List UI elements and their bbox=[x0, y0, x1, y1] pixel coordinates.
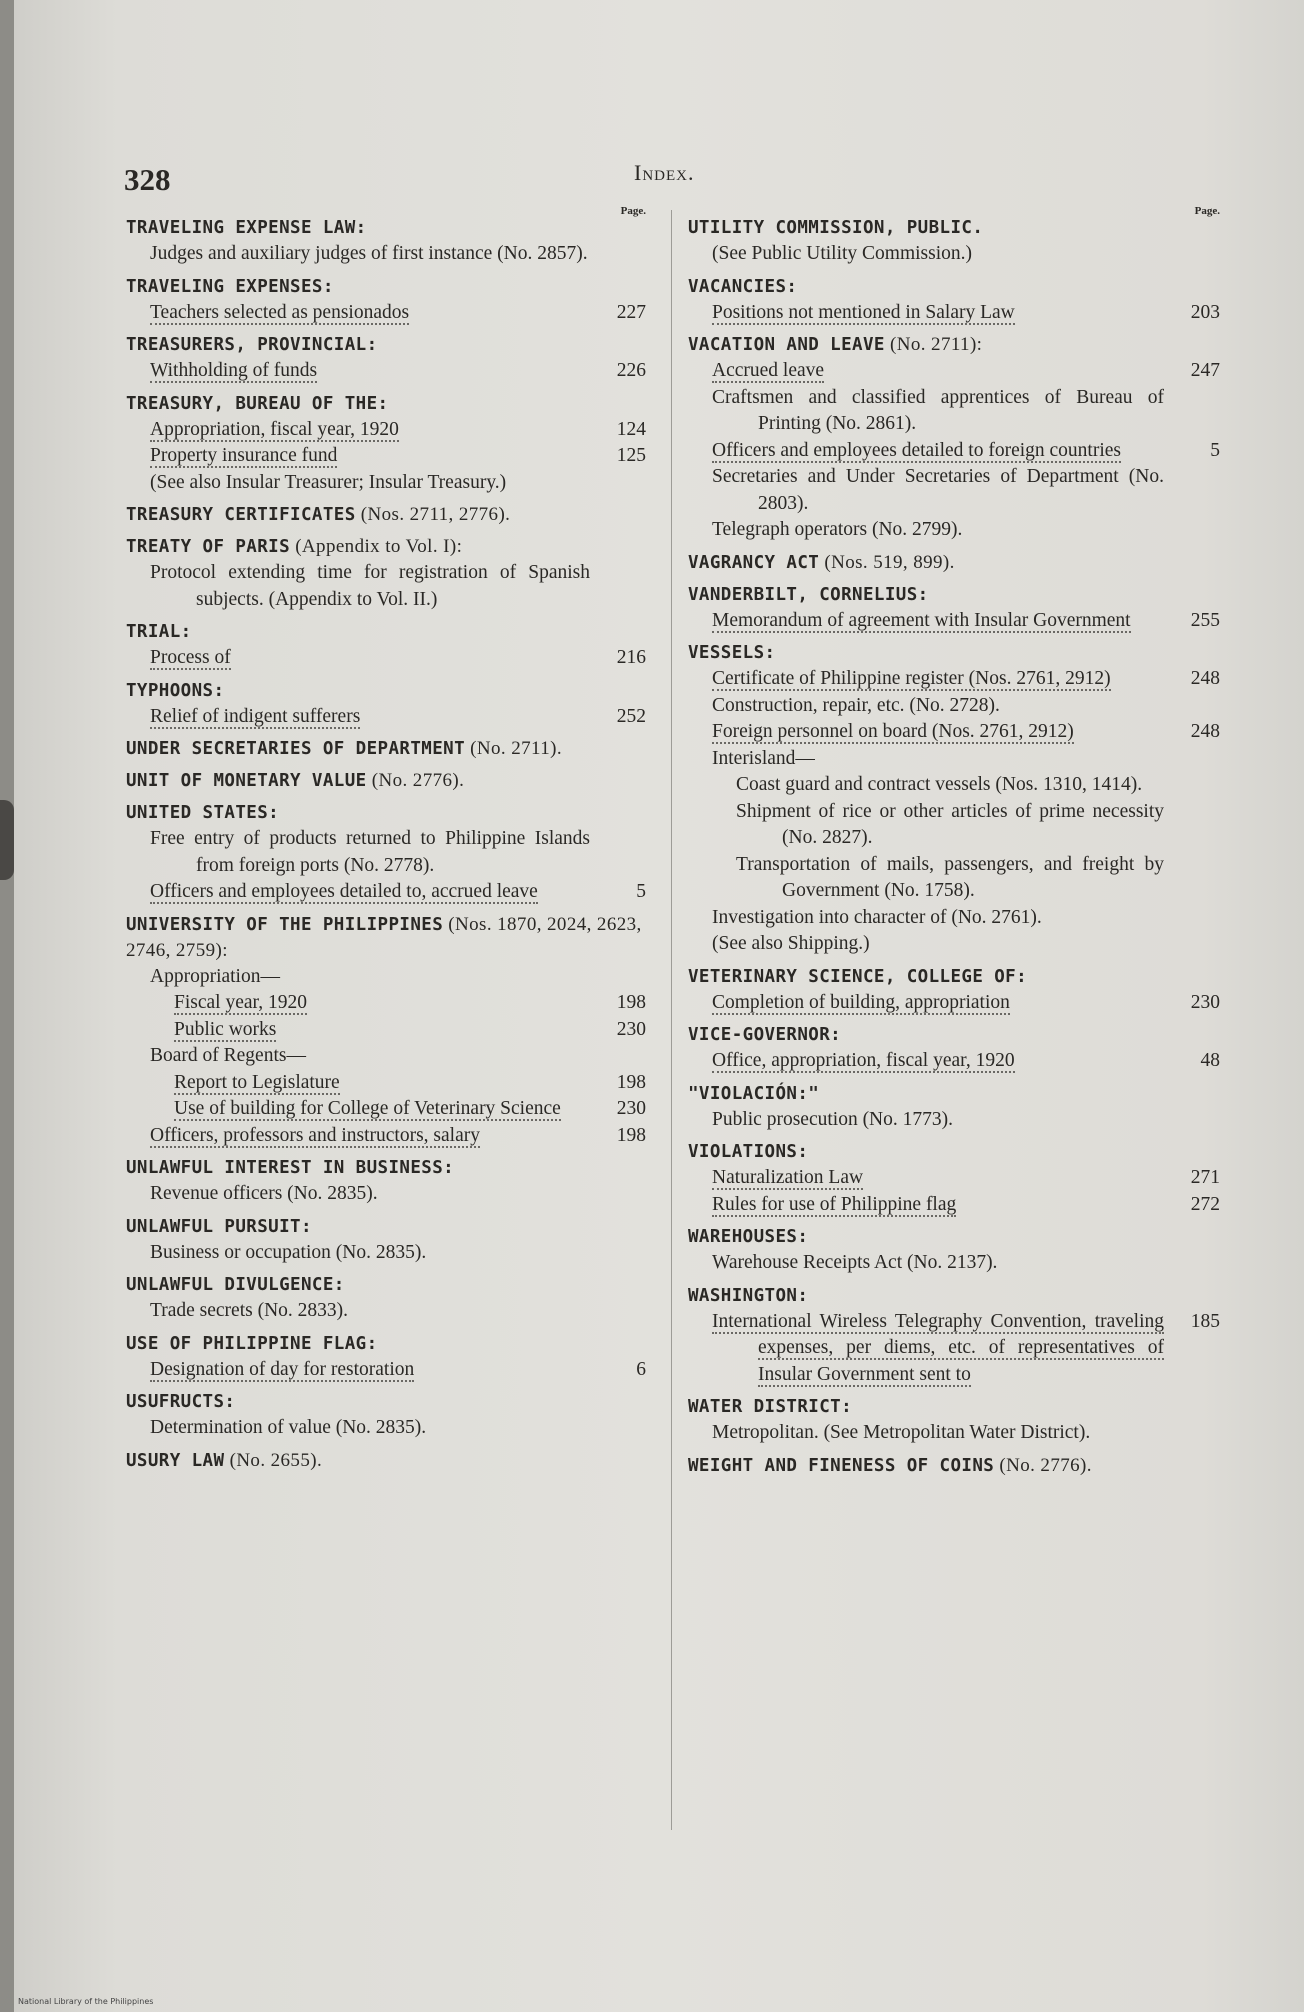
page-reference: 248 bbox=[1190, 668, 1220, 689]
page-column-label: Page. bbox=[620, 205, 646, 217]
subitem-text: Fiscal year, 1920 bbox=[174, 992, 307, 1013]
page-reference: 230 bbox=[616, 1018, 646, 1040]
entry-subitem bbox=[126, 964, 646, 991]
entry-subitem bbox=[688, 1107, 1220, 1134]
entry-subitem bbox=[688, 1309, 1220, 1389]
page-title: Index. bbox=[634, 160, 695, 185]
subitem-text: Craftsmen and classified apprentices of Bureau of Printing (No. 2861). bbox=[712, 386, 1164, 434]
page-reference: 124 bbox=[616, 418, 646, 440]
heading-text: UNITED STATES: bbox=[126, 803, 280, 823]
entry-subitem bbox=[688, 1250, 1220, 1277]
subitem-text: (See Public Utility Commission.) bbox=[712, 243, 973, 264]
subitem-text: Property insurance fund bbox=[150, 445, 338, 466]
entry-heading bbox=[126, 1389, 646, 1415]
heading-text: UNDER SECRETARIES OF DEPARTMENT bbox=[126, 739, 466, 759]
subitem-text: Determination of value (No. 2835). bbox=[150, 1417, 427, 1438]
entry-subitem bbox=[688, 693, 1220, 720]
entry-heading bbox=[688, 1224, 1220, 1250]
heading-detail: (No. 2711). bbox=[465, 738, 562, 759]
index-entry bbox=[126, 619, 646, 672]
entry-heading bbox=[126, 1214, 646, 1240]
index-entry bbox=[126, 215, 646, 268]
heading-text: TREASURY, BUREAU OF THE: bbox=[126, 393, 389, 414]
entry-subitem bbox=[688, 438, 1220, 465]
subitem-text: Secretaries and Under Secretaries of Department (No. 2803). bbox=[712, 466, 1164, 514]
subitem-text: International Wireless Telegraphy Convention, traveling expenses, per diems, etc. of representatives of Insular Government sent to bbox=[712, 1310, 1164, 1385]
subitem-text: Process of bbox=[150, 647, 231, 668]
entry-subitem bbox=[688, 852, 1220, 905]
page-reference: 227 bbox=[616, 301, 646, 323]
heading-detail: (No. 2655). bbox=[224, 1449, 323, 1471]
entry-subitem bbox=[688, 385, 1220, 438]
entry-heading bbox=[688, 964, 1220, 990]
subitem-text: Judges and auxiliary judges of first instance (No. 2857). bbox=[150, 243, 588, 264]
index-entry bbox=[126, 1155, 646, 1208]
subitem-text: Teachers selected as pensionados bbox=[150, 301, 410, 323]
subitem-text: Business or occupation (No. 2835). bbox=[150, 1241, 427, 1263]
entry-subitem bbox=[688, 1420, 1220, 1447]
entry-subitem bbox=[126, 560, 646, 613]
heading-detail: (Appendix to Vol. I): bbox=[290, 536, 463, 557]
index-entry bbox=[688, 1139, 1220, 1218]
entry-heading bbox=[126, 215, 646, 241]
heading-text: VACANCIES: bbox=[688, 276, 798, 297]
heading-text: UNIT OF MONETARY VALUE bbox=[126, 771, 367, 791]
index-entry bbox=[126, 1272, 646, 1325]
heading-text: "VIOLACIÓN:" bbox=[688, 1083, 820, 1104]
entry-heading bbox=[126, 391, 646, 417]
entry-subitem bbox=[688, 990, 1220, 1017]
index-entry bbox=[126, 1389, 646, 1442]
index-entry bbox=[688, 332, 1220, 544]
entry-subitem bbox=[126, 1415, 646, 1442]
subitem-text: Metropolitan. (See Metropolitan Water District). bbox=[712, 1422, 1091, 1443]
heading-text: USE OF PHILIPPINE FLAG: bbox=[126, 1333, 378, 1354]
subitem-text: Officers and employees detailed to, accrued leave bbox=[150, 881, 538, 902]
entry-subitem bbox=[688, 799, 1220, 852]
page-reference: 198 bbox=[616, 992, 646, 1013]
entry-subitem bbox=[126, 1017, 646, 1044]
heading-detail: (No. 2776). bbox=[994, 1454, 1092, 1476]
page-column-label: Page. bbox=[1194, 205, 1220, 217]
index-entry bbox=[688, 1081, 1220, 1134]
page-reference: 203 bbox=[1190, 301, 1220, 323]
entry-subitem bbox=[126, 1096, 646, 1123]
heading-text: VANDERBILT, CORNELIUS: bbox=[688, 584, 929, 605]
entry-heading bbox=[126, 912, 646, 964]
index-entry bbox=[688, 1224, 1220, 1277]
heading-text: TREASURY CERTIFICATES bbox=[126, 505, 356, 525]
heading-text: USUFRUCTS: bbox=[126, 1392, 236, 1412]
entry-heading bbox=[126, 800, 646, 826]
subitem-text: Completion of building, appropriation bbox=[712, 991, 1010, 1013]
subitem-text: Free entry of products returned to Philippine Islands from foreign ports (No. 2778). bbox=[150, 828, 590, 876]
heading-text: WEIGHT AND FINENESS OF COINS bbox=[688, 1455, 995, 1476]
index-entry bbox=[126, 1448, 646, 1474]
entry-subitem bbox=[688, 719, 1220, 746]
subitem-text: Officers and employees detailed to foreign countries bbox=[712, 439, 1121, 461]
page-header bbox=[124, 150, 1244, 200]
entry-heading bbox=[688, 582, 1220, 608]
entry-heading bbox=[126, 768, 646, 794]
subitem-text: Designation of day for restoration bbox=[150, 1358, 415, 1380]
entry-subitem bbox=[126, 990, 646, 1017]
entry-subitem bbox=[126, 443, 646, 470]
page-reference: 6 bbox=[636, 1358, 646, 1380]
page-reference: 216 bbox=[616, 647, 646, 668]
heading-text: USURY LAW bbox=[126, 1450, 225, 1471]
subitem-text: (See also Insular Treasurer; Insular Treasury.) bbox=[150, 471, 507, 493]
index-entry bbox=[126, 912, 646, 1150]
heading-text: TRIAL: bbox=[126, 622, 192, 642]
index-entry bbox=[126, 1214, 646, 1267]
index-entry bbox=[126, 800, 646, 906]
index-entry bbox=[126, 1331, 646, 1384]
index-entry bbox=[688, 215, 1220, 268]
entry-subitem bbox=[126, 1357, 646, 1384]
entry-subitem bbox=[126, 1181, 646, 1208]
subitem-text: Revenue officers (No. 2835). bbox=[150, 1183, 378, 1204]
page-reference: 248 bbox=[1190, 721, 1220, 742]
index-entry bbox=[688, 582, 1220, 635]
subitem-text: Board of Regents— bbox=[150, 1045, 306, 1066]
subitem-text: Construction, repair, etc. (No. 2728). bbox=[712, 694, 1000, 716]
heading-detail: (No. 2776). bbox=[366, 770, 465, 791]
entry-heading bbox=[688, 640, 1220, 666]
index-entry bbox=[688, 1283, 1220, 1389]
heading-text: WAREHOUSES: bbox=[688, 1227, 809, 1247]
page-reference: 252 bbox=[616, 705, 646, 727]
entry-heading bbox=[126, 1331, 646, 1357]
entry-heading bbox=[126, 1155, 646, 1181]
heading-text: VESSELS: bbox=[688, 643, 776, 663]
page-reference: 125 bbox=[616, 445, 646, 466]
page-reference: 185 bbox=[1190, 1310, 1220, 1332]
page-reference: 230 bbox=[616, 1098, 646, 1119]
index-entry bbox=[126, 534, 646, 613]
index-entry bbox=[688, 964, 1220, 1017]
subitem-text: Warehouse Receipts Act (No. 2137). bbox=[712, 1252, 998, 1273]
index-entry bbox=[126, 274, 646, 327]
heading-text: WASHINGTON: bbox=[688, 1285, 809, 1306]
heading-detail: (Nos. 2711, 2776). bbox=[355, 504, 511, 525]
entry-subitem bbox=[126, 300, 646, 327]
index-column-left bbox=[126, 205, 646, 1480]
index-entry bbox=[126, 391, 646, 497]
entry-subitem bbox=[126, 1043, 646, 1070]
heading-text: TRAVELING EXPENSE LAW: bbox=[126, 218, 367, 238]
page-reference: 247 bbox=[1190, 360, 1220, 381]
binder-clip bbox=[0, 800, 14, 880]
subitem-text: Naturalization Law bbox=[712, 1167, 864, 1188]
index-entry bbox=[126, 332, 646, 385]
heading-text: UNLAWFUL PURSUIT: bbox=[126, 1216, 312, 1237]
entry-heading bbox=[126, 678, 646, 704]
entry-heading bbox=[126, 274, 646, 300]
subitem-text: Office, appropriation, fiscal year, 1920 bbox=[712, 1050, 1015, 1071]
entry-subitem bbox=[688, 666, 1220, 693]
subitem-text: Public prosecution (No. 1773). bbox=[712, 1108, 954, 1130]
page-reference: 226 bbox=[616, 360, 646, 381]
entry-subitem bbox=[126, 1123, 646, 1150]
heading-detail: (Nos. 519, 899). bbox=[819, 551, 955, 573]
subitem-text: Transportation of mails, passengers, and freight by Government (No. 1758). bbox=[736, 853, 1164, 901]
subitem-text: Shipment of rice or other articles of prime necessity (No. 2827). bbox=[736, 800, 1164, 848]
subitem-text: Accrued leave bbox=[712, 360, 825, 381]
index-entry bbox=[688, 1453, 1220, 1479]
entry-subitem bbox=[126, 1298, 646, 1325]
page-reference: 271 bbox=[1190, 1167, 1220, 1188]
subitem-text: Rules for use of Philippine flag bbox=[712, 1193, 957, 1215]
entry-heading bbox=[688, 1394, 1220, 1420]
entry-heading bbox=[688, 1081, 1220, 1107]
entry-subitem bbox=[688, 241, 1220, 268]
subitem-text: Withholding of funds bbox=[150, 360, 318, 381]
subitem-text: (See also Shipping.) bbox=[712, 933, 870, 954]
entry-subitem bbox=[126, 826, 646, 879]
entry-subitem bbox=[126, 241, 646, 268]
subitem-text: Use of building for College of Veterinary Science bbox=[174, 1098, 561, 1119]
heading-text: VAGRANCY ACT bbox=[688, 552, 820, 573]
entry-heading bbox=[126, 619, 646, 645]
index-entry bbox=[688, 640, 1220, 958]
subitem-text: Protocol extending time for registration of Spanish subjects. (Appendix to Vol. II.) bbox=[150, 562, 590, 610]
subitem-text: Trade secrets (No. 2833). bbox=[150, 1300, 349, 1321]
index-entry bbox=[688, 274, 1220, 327]
entry-subitem bbox=[126, 1070, 646, 1097]
entry-heading bbox=[688, 1139, 1220, 1165]
entry-heading bbox=[688, 274, 1220, 300]
index-entry bbox=[126, 678, 646, 731]
subitem-text: Coast guard and contract vessels (Nos. 1310, 1414). bbox=[736, 774, 1143, 795]
entry-subitem bbox=[688, 517, 1220, 544]
entry-subitem bbox=[126, 417, 646, 444]
entry-subitem bbox=[688, 1192, 1220, 1219]
entry-heading bbox=[126, 534, 646, 560]
entry-subitem bbox=[126, 879, 646, 906]
entry-subitem bbox=[126, 1240, 646, 1267]
heading-text: UNIVERSITY OF THE PHILIPPINES bbox=[126, 914, 444, 935]
subitem-text: Appropriation— bbox=[150, 965, 280, 987]
heading-text: VETERINARY SCIENCE, COLLEGE OF: bbox=[688, 966, 1028, 987]
subitem-text: Certificate of Philippine register (Nos. 2761, 2912) bbox=[712, 668, 1111, 689]
page-reference: 198 bbox=[616, 1124, 646, 1146]
heading-text: TYPHOONS: bbox=[126, 680, 225, 701]
page-number: 328 bbox=[124, 162, 171, 197]
page-reference: 5 bbox=[636, 881, 646, 902]
entry-heading bbox=[126, 502, 646, 528]
page-reference: 48 bbox=[1200, 1050, 1220, 1071]
entry-subitem bbox=[688, 1048, 1220, 1075]
heading-text: TREATY OF PARIS bbox=[126, 537, 291, 557]
index-entry bbox=[126, 502, 646, 528]
index-entry bbox=[126, 768, 646, 794]
entry-heading bbox=[126, 332, 646, 358]
entry-subitem bbox=[688, 931, 1220, 958]
index-entry bbox=[688, 550, 1220, 576]
entry-subitem bbox=[688, 772, 1220, 799]
footer-label: National Library of the Philippines bbox=[18, 1997, 154, 2006]
index-column-right bbox=[688, 205, 1220, 1485]
heading-detail: (Nos. 1870, 2024, 2623, 2746, 2759): bbox=[126, 913, 642, 961]
entry-subitem bbox=[126, 470, 646, 497]
entry-heading bbox=[126, 1448, 646, 1474]
heading-text: VIOLATIONS: bbox=[688, 1142, 809, 1162]
document-page bbox=[14, 0, 1304, 2012]
entry-subitem bbox=[126, 358, 646, 385]
subitem-text: Positions not mentioned in Salary Law bbox=[712, 301, 1015, 323]
entry-subitem bbox=[126, 645, 646, 672]
column-divider bbox=[671, 210, 672, 1830]
page-reference: 5 bbox=[1210, 439, 1220, 461]
heading-text: TREASURERS, PROVINCIAL: bbox=[126, 335, 378, 355]
entry-heading bbox=[126, 1272, 646, 1298]
entry-heading bbox=[688, 1283, 1220, 1309]
heading-text: VICE-GOVERNOR: bbox=[688, 1025, 842, 1045]
subitem-text: Interisland— bbox=[712, 747, 815, 769]
entry-subitem bbox=[688, 300, 1220, 327]
page-reference: 272 bbox=[1190, 1193, 1220, 1215]
entry-heading bbox=[688, 332, 1220, 358]
heading-text: VACATION AND LEAVE bbox=[688, 335, 885, 355]
subitem-text: Memorandum of agreement with Insular Government bbox=[712, 609, 1131, 631]
entry-subitem bbox=[688, 905, 1220, 932]
entry-heading bbox=[126, 736, 646, 762]
entry-subitem bbox=[688, 1165, 1220, 1192]
index-entry bbox=[126, 736, 646, 762]
subitem-text: Telegraph operators (No. 2799). bbox=[712, 519, 963, 540]
heading-text: TRAVELING EXPENSES: bbox=[126, 276, 334, 297]
heading-text: UNLAWFUL DIVULGENCE: bbox=[126, 1275, 345, 1295]
heading-text: WATER DISTRICT: bbox=[688, 1397, 853, 1417]
heading-text: UNLAWFUL INTEREST IN BUSINESS: bbox=[126, 1158, 455, 1178]
index-entry bbox=[688, 1394, 1220, 1447]
entry-subitem bbox=[688, 464, 1220, 517]
subitem-text: Foreign personnel on board (Nos. 2761, 2912) bbox=[712, 721, 1074, 742]
subitem-text: Public works bbox=[174, 1018, 277, 1040]
entry-heading bbox=[688, 550, 1220, 576]
entry-subitem bbox=[688, 746, 1220, 773]
page-reference: 230 bbox=[1190, 991, 1220, 1013]
entry-heading bbox=[688, 215, 1220, 241]
subitem-text: Officers, professors and instructors, salary bbox=[150, 1124, 480, 1146]
page-reference: 255 bbox=[1190, 609, 1220, 631]
subitem-text: Report to Legislature bbox=[174, 1071, 340, 1093]
heading-text: UTILITY COMMISSION, PUBLIC. bbox=[688, 218, 984, 238]
heading-detail: (No. 2711): bbox=[884, 334, 983, 355]
subitem-text: Relief of indigent sufferers bbox=[150, 705, 361, 727]
entry-heading bbox=[688, 1022, 1220, 1048]
entry-subitem bbox=[688, 608, 1220, 635]
page-reference: 198 bbox=[616, 1071, 646, 1093]
entry-heading bbox=[688, 1453, 1220, 1479]
index-entry bbox=[688, 1022, 1220, 1075]
subitem-text: Investigation into character of (No. 2761). bbox=[712, 906, 1042, 928]
entry-subitem bbox=[688, 358, 1220, 385]
entry-subitem bbox=[126, 704, 646, 731]
subitem-text: Appropriation, fiscal year, 1920 bbox=[150, 418, 399, 440]
